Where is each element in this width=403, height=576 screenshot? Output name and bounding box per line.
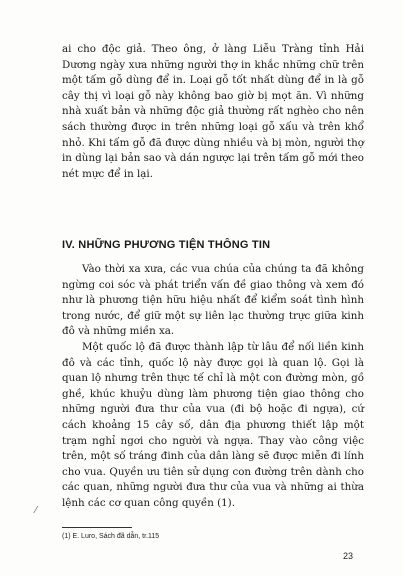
footnote-divider: [62, 527, 132, 528]
section-heading: IV. NHỮNG PHƯƠNG TIỆN THÔNG TIN: [62, 239, 271, 251]
paragraph-national-road: Một quốc lộ đã được thành lập từ lâu để nối liền kinh đô và các tỉnh, quốc lộ này được gọi là quan lộ. Gọi là quan lộ nhưng trên thực tế chỉ là một con đường mòn, gồ ghề, khúc khuỷu dùng làm phương tiện giao thông cho những người đưa thư của vua (đi bộ hoặc đi ngựa), cứ cách khoảng 15 cây số, dân địa phương thiết lập một trạm nghỉ ngơi cho người và ngựa. Thay vào công việc trên, một số tráng đinh của dân làng sẽ được miễn đi lính cho vua. Quyền ưu tiên sử dụng con đường trên dành cho các quan, những người đưa thư của vua và những ai thừa lệnh các cơ quan công quyền (1).: [62, 341, 364, 509]
paragraph-transport: Vào thời xa xưa, các vua chúa của chúng ta đã không ngừng coi sóc và phát triển vấn đề giao thông và xem đó như là phương tiện hữu hiệu nhất để kiểm soát tình hình trong nước, để giữ một sự liên lạc thường trực giữa kinh đô và những miền xa.: [62, 263, 364, 338]
footnote: (1) E. Luro, Sách đã dẫn, tr.115: [62, 533, 160, 540]
paragraph-intro: ai cho độc giả. Theo ông, ở làng Liễu Tràng tỉnh Hải Dương ngày xưa những người thợ in khắc những chữ trên một tấm gỗ dùng để in. Loại gỗ tốt nhất dùng để in là gỗ cây thị vì loại gỗ này không bao giờ bị mọt ăn. Vì những nhà xuất bản và những độc giả thường rất nghèo cho nên sách thường được in trên những loại gỗ xấu và trên khổ nhỏ. Khi tấm gỗ đã được dùng nhiều và bị mòn, người thợ in dùng lại bản sao và dán ngược lại trên tấm gỗ mới theo nét mực để in lại.: [62, 43, 364, 180]
page-number: 23: [343, 551, 354, 561]
margin-mark: ⁄: [35, 506, 37, 516]
